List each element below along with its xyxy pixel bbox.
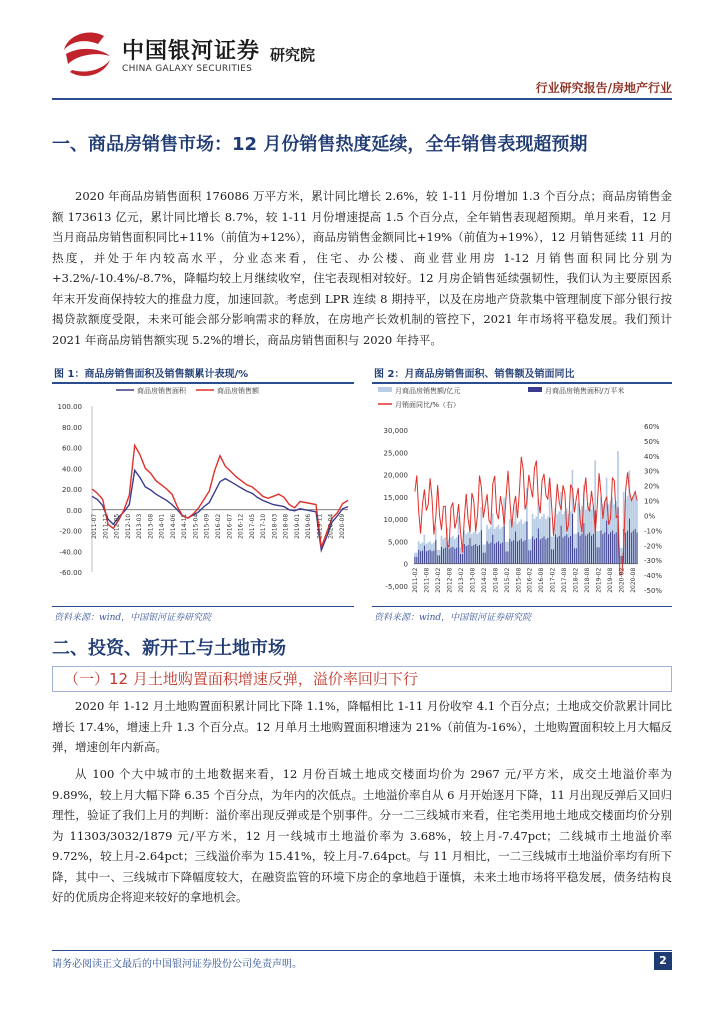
bar-area	[536, 538, 537, 564]
x-tick-label: 2020-09	[339, 513, 346, 539]
y-tick-label: 20,000	[383, 471, 408, 480]
bar-area	[481, 530, 482, 564]
page-header	[0, 0, 724, 100]
x-tick-label: 2011-08	[423, 567, 431, 593]
bar-area	[451, 548, 452, 564]
bar-area	[583, 523, 584, 564]
bar-area	[551, 549, 552, 563]
bar-area	[526, 522, 527, 564]
bar-area	[532, 537, 533, 564]
y-tick-label: 20.00	[61, 486, 82, 494]
x-tick-label: 2015-04	[192, 513, 200, 539]
legend-swatch	[378, 387, 392, 392]
footer-disclaimer: 请务必阅读正文最后的中国银河证券股份公司免责声明。	[52, 959, 302, 970]
bar-area	[608, 534, 609, 564]
x-tick-label: 2013-02	[457, 567, 465, 593]
bar-area	[418, 550, 419, 564]
y-tick-label: -20.00	[59, 527, 82, 536]
legend-label: 商品房销售面积	[137, 387, 186, 395]
figure1-title: 图 1：商品房销售面积及销售额累计表现/%	[54, 369, 249, 380]
bar-area	[534, 539, 535, 563]
x-tick-label: 2018-08	[584, 567, 592, 593]
x-tick-label: 2020-02	[618, 567, 626, 593]
bar-area	[452, 547, 453, 564]
bar-area	[471, 546, 472, 564]
x-tick-label: 2017-08	[561, 567, 569, 593]
bar-area	[479, 545, 480, 564]
x-tick-label: 2014-08	[492, 567, 500, 593]
bar-area	[515, 532, 516, 564]
bar-area	[490, 543, 491, 564]
y-tick-label: -5,000	[385, 583, 408, 591]
legend-label: 月商品房销售额/亿元	[395, 387, 461, 395]
bar-area	[599, 547, 600, 563]
bar-area	[433, 551, 434, 564]
bar-area	[559, 536, 560, 564]
figure1-chart	[52, 384, 354, 606]
legend-swatch	[528, 387, 542, 392]
bar-area	[544, 537, 545, 564]
bar-area	[549, 518, 550, 564]
bar-area	[470, 538, 471, 564]
y2-tick-label: 10%	[644, 497, 660, 506]
bar-area	[604, 532, 605, 563]
bar-area	[426, 551, 427, 563]
bar-area	[597, 547, 598, 563]
bar-area	[519, 540, 520, 564]
legend-label: 月商品房销售面积/万平米	[545, 387, 625, 395]
figure2-bottom-rule	[372, 606, 672, 607]
x-tick-label: 2016-08	[538, 567, 546, 593]
bar-area	[612, 531, 613, 564]
x-tick-label: 2013-03	[136, 513, 144, 539]
y-tick-label: 0	[403, 560, 408, 569]
x-tick-label: 2012-10	[124, 513, 132, 539]
y-tick-label: 100.00	[57, 403, 82, 411]
x-tick-label: 2016-12	[237, 513, 245, 539]
galaxy-logo-icon	[60, 30, 114, 80]
bar-area	[454, 549, 455, 564]
bar-area	[601, 531, 602, 564]
y-tick-label: -40.00	[59, 548, 82, 557]
company-name-en: CHINA GALAXY SECURITIES	[122, 64, 253, 74]
bar-area	[561, 526, 562, 564]
y2-tick-label: -10%	[644, 527, 663, 536]
bar-area	[504, 526, 505, 564]
bar-area	[538, 529, 539, 564]
x-tick-label: 2018-08	[282, 513, 290, 539]
bar-area	[458, 535, 459, 564]
y2-tick-label: -50%	[644, 587, 663, 595]
x-tick-label: 2011-12	[102, 513, 110, 539]
bar-area	[593, 534, 594, 564]
x-tick-label: 2014-11	[181, 513, 189, 539]
bar-area	[625, 533, 626, 564]
bar-area	[485, 553, 486, 564]
x-tick-label: 2011-02	[412, 567, 419, 593]
bar-area	[464, 544, 465, 564]
x-tick-label: 2011-07	[91, 513, 98, 539]
bar-area	[507, 552, 508, 564]
bar-area	[542, 538, 543, 564]
bar-area	[487, 541, 488, 563]
x-tick-label: 2017-05	[248, 513, 256, 539]
bar-area	[489, 544, 490, 564]
bar-area	[441, 547, 442, 564]
bar-area	[627, 531, 628, 564]
x-tick-label: 2016-07	[226, 513, 234, 539]
header-divider	[52, 98, 672, 100]
bar-area	[585, 536, 586, 564]
bar-area	[477, 546, 478, 564]
bar-area	[631, 533, 632, 564]
x-tick-label: 2012-05	[113, 513, 121, 539]
bar-area	[466, 546, 467, 564]
bar-area	[513, 540, 514, 564]
bar-area	[602, 534, 603, 564]
y2-tick-label: 30%	[644, 467, 660, 476]
figure1-source: 资料来源：wind，中国银河证券研究院	[54, 613, 212, 623]
y-tick-label: 30,000	[383, 427, 408, 435]
bar-area	[498, 541, 499, 563]
bar-area	[566, 534, 567, 563]
bar-area	[580, 536, 581, 564]
footer-divider	[52, 950, 672, 951]
bar-area	[492, 535, 493, 564]
bar-area	[416, 557, 417, 564]
section2-subtitle: （一）12 月土地购置面积增速反弹，溢价率回归下行	[64, 670, 418, 688]
bar-area	[578, 532, 579, 563]
y2-tick-label: -30%	[644, 557, 663, 566]
bar-area	[525, 540, 526, 564]
y-tick-label: 60.00	[61, 444, 82, 453]
bar-area	[445, 548, 446, 564]
bar-area	[475, 544, 476, 564]
bar-area	[496, 543, 497, 564]
bar-area	[528, 550, 529, 563]
section2-title: 二、投资、新开工与土地市场	[52, 638, 286, 659]
y2-tick-label: 20%	[644, 482, 660, 491]
bar-area	[614, 534, 615, 564]
x-tick-label: 2012-08	[446, 567, 454, 593]
bar-area	[610, 532, 611, 563]
x-tick-label: 2019-02	[595, 567, 603, 593]
bar-area	[568, 538, 569, 564]
report-type: 行业研究报告/房地产行业	[535, 81, 672, 95]
bar-area	[545, 539, 546, 563]
x-tick-label: 2016-02	[526, 567, 534, 593]
y-tick-label: 5,000	[387, 538, 408, 547]
bar-area	[633, 531, 634, 564]
x-tick-label: 2018-03	[271, 513, 279, 539]
bar-area	[449, 549, 450, 564]
x-tick-label: 2015-09	[203, 513, 211, 539]
bar-area	[420, 551, 421, 563]
section2-paragraph1: 2020 年 1-12 月土地购置面积累计同比下降 1.1%，降幅相比 1-11 月份收窄 4.1 个百分点；土地成交价款累计同比增长 17.4%，增速上升 1.3 个百分点。12 月单月土地购置面积增速为 21%（前值为-16%），土地购置面积较上月大幅反弹，增速创年内新高。	[52, 699, 672, 754]
y-tick-label: 80.00	[61, 423, 82, 432]
x-tick-label: 2019-06	[305, 513, 313, 539]
bar-area	[494, 544, 495, 564]
institute-name: 研究院	[270, 46, 316, 64]
bar-area	[555, 534, 556, 563]
y2-tick-label: 40%	[644, 452, 660, 461]
bar-area	[595, 511, 596, 564]
x-tick-label: 2014-01	[158, 513, 166, 539]
x-tick-label: 2015-02	[503, 567, 511, 593]
bar-area	[635, 529, 636, 564]
y2-tick-label: 50%	[644, 437, 660, 446]
bar-area	[576, 548, 577, 563]
x-tick-label: 2020-04	[327, 513, 335, 539]
figure2-source: 资料来源：wind，中国银河证券研究院	[374, 613, 532, 623]
bar-area	[462, 554, 463, 564]
x-tick-label: 2015-08	[515, 567, 523, 593]
bar-area	[606, 521, 607, 564]
bar-area	[570, 536, 571, 564]
bar-area	[439, 555, 440, 563]
bar-area	[563, 538, 564, 564]
bar-area	[468, 545, 469, 564]
bar-area	[511, 542, 512, 564]
bar-area	[637, 533, 638, 564]
bar-area	[553, 549, 554, 563]
page-number: 2	[654, 952, 672, 970]
x-tick-label: 2012-02	[434, 567, 442, 593]
y-tick-label: 15,000	[383, 493, 408, 502]
bar-area	[500, 544, 501, 564]
x-tick-label: 2018-02	[572, 567, 580, 593]
bar-area	[629, 519, 630, 564]
bar-area	[572, 514, 573, 564]
bar-area	[587, 534, 588, 564]
bar-area	[574, 548, 575, 563]
y-tick-label: -60.00	[59, 569, 82, 577]
bar-area	[564, 536, 565, 564]
x-tick-label: 2020-08	[630, 567, 637, 593]
y-tick-label: 10,000	[383, 516, 408, 525]
y2-tick-label: 0%	[644, 512, 656, 521]
bar-area	[521, 539, 522, 564]
x-tick-label: 2019-11	[316, 513, 324, 539]
bar-area	[428, 551, 429, 564]
x-tick-label: 2016-02	[215, 513, 222, 539]
bar-area	[473, 545, 474, 564]
bar-area	[517, 542, 518, 564]
bar-area	[422, 551, 423, 564]
bar-area	[616, 532, 617, 563]
bar-area	[589, 532, 590, 563]
bar-area	[540, 539, 541, 563]
bar-area	[582, 534, 583, 564]
x-tick-label: 2014-06	[169, 513, 177, 539]
bar-area	[456, 548, 457, 564]
bar-area	[430, 550, 431, 564]
y2-tick-label: -40%	[644, 572, 663, 581]
x-tick-label: 2019-01	[293, 513, 301, 539]
x-tick-label: 2013-08	[469, 567, 477, 593]
section2-paragraph2: 从 100 个大中城市的土地数据来看，12 月份百城土地成交楼面均价为 2967 元/平方米，成交土地溢价率为 9.89%，较上月大幅下降 6.35 个百分点，为年内的次低点。土地溢价率自从 6 月开始逐月下降，11 月出现反弹后又回归理性，验证了我们上月的判断：溢价率出现反弹或是个别事件。分一二三线城市来看，住宅类用地土地成交楼面均价分别为 11303/3032/1879 元/平方米，12 月一线城市土地溢价率为 3.68%，较上月-7.47pct；二线城市土地溢价率 9.72%，较上月-2.64pct；三线溢价率为 15.41%，较上月-7.64pct。与 11 月相比，一二三线城市土地溢价率均有所下降，其中一、三线城市下降幅度较大，在融资监管的环境下房企的拿地趋于谨慎，未来土地市场将平稳发展，债务结构良好的优质房企将迎来较好的拿地机会。	[52, 767, 672, 904]
y2-tick-label: 60%	[644, 423, 660, 431]
bar-area	[523, 542, 524, 564]
bar-area	[460, 554, 461, 564]
bar-area	[437, 555, 438, 563]
y-tick-label: 0.00	[66, 506, 82, 515]
figure2-chart	[372, 384, 672, 606]
bar-area	[502, 543, 503, 564]
y-tick-label: 25,000	[383, 449, 408, 458]
y-tick-label: 40.00	[61, 465, 82, 474]
x-tick-label: 2017-10	[260, 513, 268, 539]
bar-area	[509, 539, 510, 564]
bar-area	[435, 540, 436, 564]
section1-title: 一、商品房销售市场：12 月份销售热度延续，全年销售表现超预期	[52, 134, 588, 155]
bar-area	[547, 538, 548, 564]
bar-area	[557, 538, 558, 564]
bar-area	[483, 553, 484, 564]
bar-area	[432, 551, 433, 563]
section1-paragraph: 2020 年商品房销售面积 176086 万平方米，累计同比增长 2.6%，较 1-11 月份增加 1.3 个百分点；商品房销售金额 173613 亿元，累计同比增长 8.7%，较 1-11 月份增速提高 1.5 个百分点，全年销售表现超预期。单月来看，12 月当月商品房销售面积同比+11%（前值为+12%），商品房销售金额同比+19%（前值为+19%），12 月销售延续 11 月的热度，并处于年内较高水平，分业态来看，住宅、办公楼、商业营业用房 1-12 月销售面积同比分别为+3.2%/-10.4%/-8.7%，降幅均较上月继续收窄，住宅表现相对较好。12 月房企销售延续强韧性，我们认为主要原因系年末开发商保持较大的推盘力度，加速回款。考虑到 LPR 连续 8 期持平，以及在房地产贷款集中管理制度下部分银行按揭贷款额度受限，未来可能会部分影响需求的释放，在房地产长效机制的管控下，2021 年市场将平稳发展。我们预计 2021 年商品房销售额实现 5.2%的增长，商品房销售面积与 2020 年持平。	[52, 189, 672, 347]
x-tick-label: 2017-02	[549, 567, 557, 593]
y2-tick-label: -20%	[644, 542, 663, 551]
bar-area	[530, 550, 531, 563]
legend-label: 商品房销售额	[217, 387, 259, 395]
bar-area	[424, 546, 425, 564]
x-tick-label: 2019-08	[607, 567, 615, 593]
legend-label: 月销面同比/%（右）	[395, 401, 461, 409]
x-tick-label: 2013-08	[147, 513, 155, 539]
figure1-bottom-rule	[52, 606, 354, 607]
company-name-cn: 中国银河证券	[122, 39, 261, 64]
x-tick-label: 2014-02	[480, 567, 488, 593]
bar-area	[443, 549, 444, 564]
bar-area	[506, 552, 507, 564]
figure2-title: 图 2：月商品房销售面积、销售额及销面同比	[374, 369, 575, 380]
bar-area	[591, 536, 592, 564]
bar-area	[414, 557, 415, 564]
